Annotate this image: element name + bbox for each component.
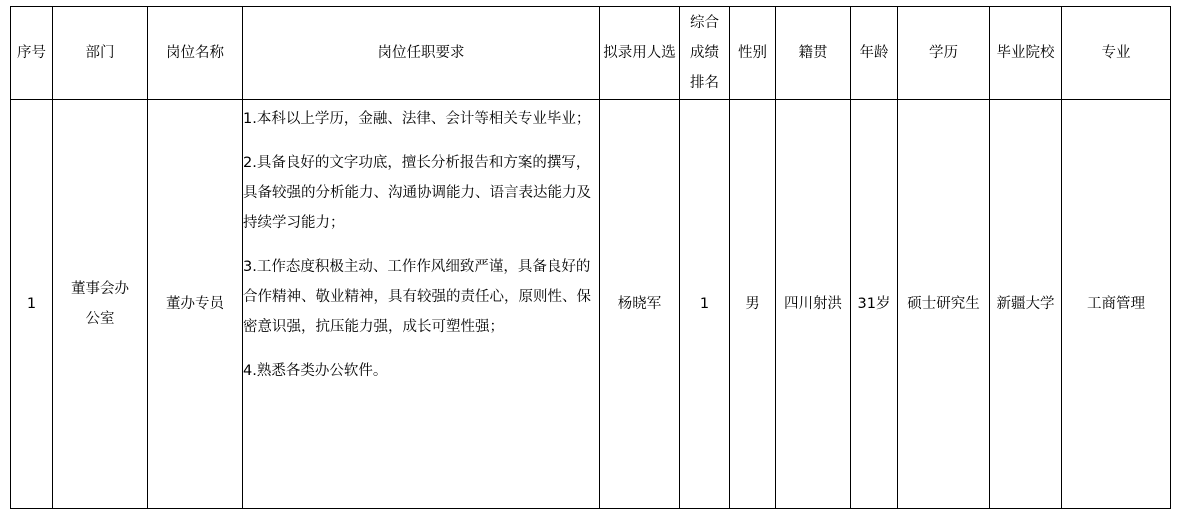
cell-origin: 四川射洪: [776, 100, 851, 509]
cell-seq: 1: [11, 100, 53, 509]
header-age: 年龄: [851, 7, 898, 100]
requirement-item: 3.工作态度积极主动、工作作风细致严谨，具备良好的合作精神、敬业精神，具有较强的责任心，原则性、保密意识强，抗压能力强，成长可塑性强；: [243, 259, 591, 335]
cell-school: 新疆大学: [990, 100, 1062, 509]
header-position: 岗位名称: [148, 7, 243, 100]
header-major: 专业: [1062, 7, 1171, 100]
header-dept: 部门: [53, 7, 148, 100]
cell-education: 硕士研究生: [898, 100, 990, 509]
cell-requirements: [243, 100, 600, 509]
cell-major: 工商管理: [1062, 100, 1171, 509]
header-rank: 综合成绩排名: [680, 7, 730, 100]
header-school: 毕业院校: [990, 7, 1062, 100]
recruitment-table: [10, 6, 1171, 509]
header-requirements: 岗位任职要求: [243, 7, 600, 100]
header-row: [11, 7, 1171, 100]
requirement-item: 4.熟悉各类办公软件。: [243, 363, 388, 379]
table-row: [11, 100, 1171, 509]
header-seq: 序号: [11, 7, 53, 100]
cell-dept: 董事会办公室: [53, 100, 148, 509]
cell-rank: 1: [680, 100, 730, 509]
header-origin: 籍贯: [776, 7, 851, 100]
cell-gender: 男: [730, 100, 776, 509]
header-gender: 性别: [730, 7, 776, 100]
cell-position: 董办专员: [148, 100, 243, 509]
cell-age: 31岁: [851, 100, 898, 509]
requirement-item: 2.具备良好的文字功底，擅长分析报告和方案的撰写，具备较强的分析能力、沟通协调能力、语言表达能力及持续学习能力；: [243, 155, 591, 231]
header-education: 学历: [898, 7, 990, 100]
header-candidate: 拟录用人选: [600, 7, 680, 100]
requirement-item: 1.本科以上学历，金融、法律、会计等相关专业毕业；: [243, 111, 591, 127]
cell-candidate: 杨晓军: [600, 100, 680, 509]
